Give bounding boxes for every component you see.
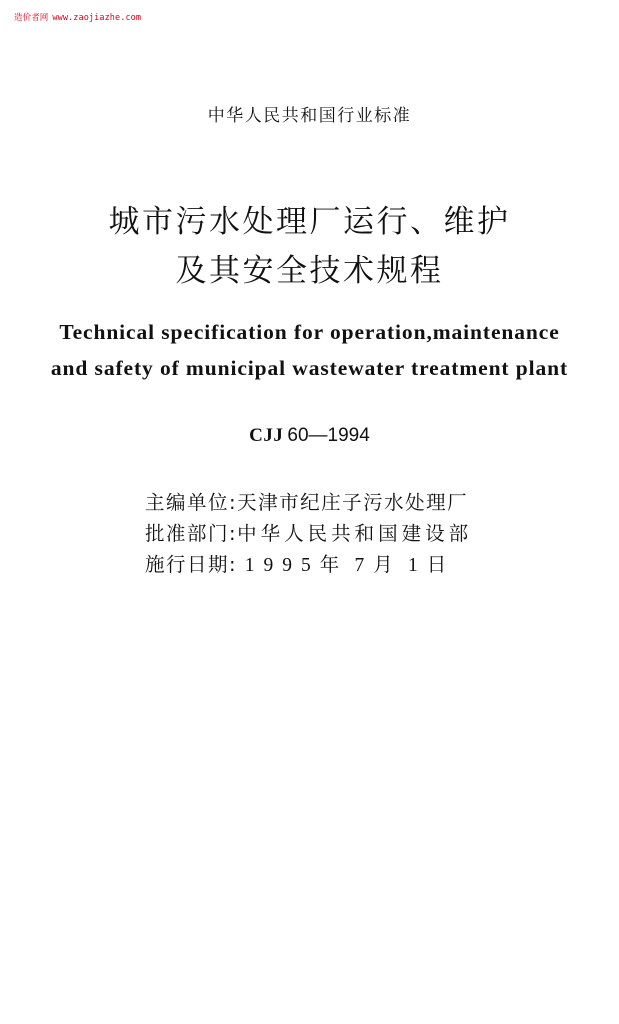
- day-unit: 日: [426, 553, 448, 576]
- watermark: [14, 11, 141, 23]
- title-cn-line-1: 城市污水处理厂运行、维护: [108, 204, 511, 240]
- title-cn-line-2: 及其安全技术规程: [175, 253, 444, 289]
- standard-code-number: 60—1994: [287, 425, 370, 446]
- approver-label: 批准部门:: [145, 522, 238, 545]
- approver-value: 中华人民共和国建设部: [237, 522, 473, 545]
- effective-month: 7: [354, 555, 374, 576]
- effective-date-label: 施行日期:: [145, 553, 238, 576]
- watermark-url: www.zaojiazhe.com: [52, 13, 142, 23]
- year-unit: 年: [319, 553, 341, 576]
- title-en-line-2: and safety of municipal wastewater treatment plant: [50, 356, 569, 380]
- title-en-line-1: Technical specification for operation,maintenance: [59, 320, 560, 344]
- approver-row: [145, 518, 472, 546]
- standard-type: 中华人民共和国行业标准: [207, 106, 412, 126]
- standard-code-prefix: CJJ: [249, 425, 284, 446]
- standard-code: [0, 425, 619, 447]
- effective-date-row: [145, 549, 448, 577]
- effective-day: 1: [407, 555, 427, 576]
- editor-value: 天津市纪庄子污水处理厂: [237, 491, 469, 514]
- effective-year: 1995: [244, 555, 320, 576]
- editor-row: [145, 487, 468, 515]
- editor-label: 主编单位:: [145, 491, 238, 514]
- watermark-site-name: 造价者网: [14, 13, 49, 23]
- month-unit: 月: [373, 553, 395, 576]
